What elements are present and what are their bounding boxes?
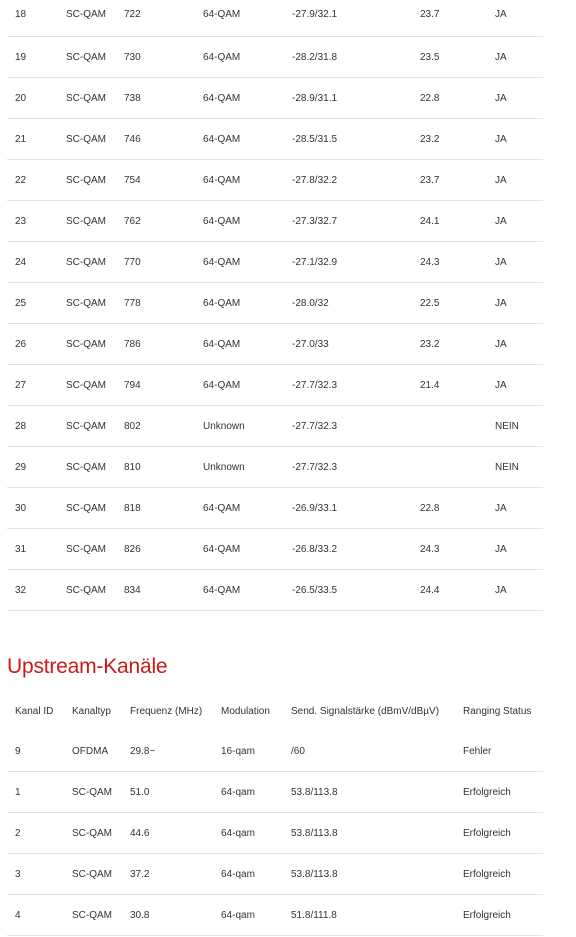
col-header-kanal-id: Kanal ID xyxy=(15,705,54,717)
cell-power-level: -26.5/33.5 xyxy=(292,570,420,611)
cell-channel-type: SC-QAM xyxy=(66,324,124,365)
cell-modulation: 64-qam xyxy=(221,772,291,813)
table-row xyxy=(7,242,543,283)
cell-channel-type: SC-QAM xyxy=(66,529,124,570)
cell-ranging-status: Erfolgreich xyxy=(463,813,543,854)
cell-channel-id: 19 xyxy=(7,37,66,78)
cell-frequency: 754 xyxy=(124,160,203,201)
cell-frequency: 37.2 xyxy=(130,854,221,895)
cell-locked-status: NEIN xyxy=(495,447,543,488)
cell-channel-id: 1 xyxy=(7,772,72,813)
cell-modulation: 64-qam xyxy=(221,854,291,895)
cell-channel-type: SC-QAM xyxy=(66,78,124,119)
cell-frequency: 834 xyxy=(124,570,203,611)
table-row xyxy=(7,772,543,813)
cell-modulation: 64-QAM xyxy=(203,0,292,37)
cell-modulation: 64-QAM xyxy=(203,570,292,611)
cell-frequency: 44.6 xyxy=(130,813,221,854)
cell-modulation: 64-QAM xyxy=(203,529,292,570)
cell-frequency: 746 xyxy=(124,119,203,160)
cell-frequency: 738 xyxy=(124,78,203,119)
cell-locked-status: JA xyxy=(495,324,543,365)
cell-power-level: 53.8/113.8 xyxy=(291,854,463,895)
cell-frequency: 762 xyxy=(124,201,203,242)
cell-frequency: 794 xyxy=(124,365,203,406)
downstream-table xyxy=(7,0,543,611)
cell-snr xyxy=(420,447,495,488)
upstream-section-title: Upstream-Kanäle xyxy=(7,655,168,678)
table-row xyxy=(7,119,543,160)
cell-frequency: 722 xyxy=(124,0,203,37)
cell-channel-type: SC-QAM xyxy=(66,488,124,529)
cell-channel-type: SC-QAM xyxy=(72,895,130,936)
cell-locked-status: JA xyxy=(495,365,543,406)
table-row xyxy=(7,406,543,447)
cell-frequency: 810 xyxy=(124,447,203,488)
table-row xyxy=(7,731,543,772)
cell-modulation: 64-QAM xyxy=(203,242,292,283)
upstream-header-row xyxy=(7,691,543,731)
cell-channel-type: SC-QAM xyxy=(66,0,124,37)
cell-locked-status: JA xyxy=(495,283,543,324)
cell-power-level: /60 xyxy=(291,731,463,772)
cell-modulation: 64-QAM xyxy=(203,37,292,78)
cell-power-level: -28.0/32 xyxy=(292,283,420,324)
table-row xyxy=(7,365,543,406)
cell-snr xyxy=(420,406,495,447)
cell-channel-id: 23 xyxy=(7,201,66,242)
cell-snr: 24.3 xyxy=(420,242,495,283)
cell-channel-id: 32 xyxy=(7,570,66,611)
cell-locked-status: JA xyxy=(495,37,543,78)
cell-power-level: -27.8/32.2 xyxy=(292,160,420,201)
col-header-kanaltyp: Kanaltyp xyxy=(72,705,111,717)
cell-channel-id: 29 xyxy=(7,447,66,488)
upstream-table xyxy=(7,691,543,936)
cell-snr: 23.7 xyxy=(420,0,495,37)
cell-power-level: -27.1/32.9 xyxy=(292,242,420,283)
cell-power-level: -28.5/31.5 xyxy=(292,119,420,160)
cell-frequency: 802 xyxy=(124,406,203,447)
table-row xyxy=(7,201,543,242)
cell-frequency: 786 xyxy=(124,324,203,365)
cell-modulation: Unknown xyxy=(203,406,292,447)
cell-channel-type: SC-QAM xyxy=(66,283,124,324)
cell-power-level: -27.3/32.7 xyxy=(292,201,420,242)
cell-channel-type: SC-QAM xyxy=(72,854,130,895)
cell-modulation: 64-QAM xyxy=(203,78,292,119)
cell-channel-id: 27 xyxy=(7,365,66,406)
cell-snr: 24.3 xyxy=(420,529,495,570)
cell-locked-status: NEIN xyxy=(495,406,543,447)
table-row xyxy=(7,488,543,529)
table-row xyxy=(7,854,543,895)
cell-channel-id: 4 xyxy=(7,895,72,936)
cell-channel-id: 3 xyxy=(7,854,72,895)
table-row xyxy=(7,813,543,854)
cell-snr: 24.1 xyxy=(420,201,495,242)
cell-locked-status: JA xyxy=(495,160,543,201)
cell-modulation: 64-QAM xyxy=(203,365,292,406)
cell-channel-id: 31 xyxy=(7,529,66,570)
col-header-signalstaerke: Send. Signalstärke (dBmV/dBµV) xyxy=(291,705,440,717)
cell-power-level: -27.7/32.3 xyxy=(292,406,420,447)
table-row xyxy=(7,283,543,324)
cell-channel-type: SC-QAM xyxy=(66,37,124,78)
cell-snr: 22.8 xyxy=(420,78,495,119)
cell-locked-status: JA xyxy=(495,529,543,570)
cell-channel-type: SC-QAM xyxy=(66,570,124,611)
cell-power-level: -28.2/31.8 xyxy=(292,37,420,78)
cell-modulation: 16-qam xyxy=(221,731,291,772)
cell-locked-status: JA xyxy=(495,119,543,160)
cell-snr: 23.2 xyxy=(420,324,495,365)
cell-modulation: 64-qam xyxy=(221,813,291,854)
cell-modulation: 64-QAM xyxy=(203,283,292,324)
downstream-table-body xyxy=(7,0,543,611)
cell-modulation: Unknown xyxy=(203,447,292,488)
table-row xyxy=(7,895,543,936)
cell-channel-id: 30 xyxy=(7,488,66,529)
cell-modulation: 64-QAM xyxy=(203,160,292,201)
downstream-table-wrapper xyxy=(7,0,543,611)
cell-channel-id: 28 xyxy=(7,406,66,447)
cell-ranging-status: Erfolgreich xyxy=(463,772,543,813)
cell-channel-id: 21 xyxy=(7,119,66,160)
cell-channel-id: 9 xyxy=(7,731,72,772)
cell-channel-type: SC-QAM xyxy=(66,447,124,488)
cell-snr: 22.5 xyxy=(420,283,495,324)
cell-channel-type: SC-QAM xyxy=(66,201,124,242)
cell-locked-status: JA xyxy=(495,201,543,242)
cell-channel-id: 22 xyxy=(7,160,66,201)
cell-modulation: 64-QAM xyxy=(203,119,292,160)
cell-channel-type: OFDMA xyxy=(72,731,130,772)
cell-modulation: 64-QAM xyxy=(203,201,292,242)
cell-frequency: 51.0 xyxy=(130,772,221,813)
cell-locked-status: JA xyxy=(495,242,543,283)
cell-modulation: 64-qam xyxy=(221,895,291,936)
table-row xyxy=(7,324,543,365)
cell-power-level: -27.9/32.1 xyxy=(292,0,420,37)
cell-snr: 24.4 xyxy=(420,570,495,611)
cell-snr: 21.4 xyxy=(420,365,495,406)
cell-channel-id: 25 xyxy=(7,283,66,324)
cell-frequency: 826 xyxy=(124,529,203,570)
cell-frequency: 818 xyxy=(124,488,203,529)
cell-channel-id: 20 xyxy=(7,78,66,119)
upstream-table-body xyxy=(7,731,543,936)
cell-modulation: 64-QAM xyxy=(203,324,292,365)
cell-frequency: 30.8 xyxy=(130,895,221,936)
cell-power-level: -28.9/31.1 xyxy=(292,78,420,119)
cell-locked-status: JA xyxy=(495,570,543,611)
table-row xyxy=(7,37,543,78)
cell-channel-type: SC-QAM xyxy=(66,365,124,406)
cell-ranging-status: Erfolgreich xyxy=(463,895,543,936)
cell-snr: 23.5 xyxy=(420,37,495,78)
table-row xyxy=(7,447,543,488)
cell-power-level: 53.8/113.8 xyxy=(291,772,463,813)
cell-power-level: -27.0/33 xyxy=(292,324,420,365)
table-row xyxy=(7,0,543,37)
cell-snr: 23.7 xyxy=(420,160,495,201)
col-header-modulation: Modulation xyxy=(221,705,270,717)
cell-locked-status: JA xyxy=(495,488,543,529)
cell-ranging-status: Erfolgreich xyxy=(463,854,543,895)
cell-channel-type: SC-QAM xyxy=(66,160,124,201)
cell-channel-id: 2 xyxy=(7,813,72,854)
cell-channel-type: SC-QAM xyxy=(66,406,124,447)
upstream-table-wrapper xyxy=(7,691,543,936)
cell-frequency: 29.8~ xyxy=(130,731,221,772)
cell-modulation: 64-QAM xyxy=(203,488,292,529)
cell-power-level: 51.8/111.8 xyxy=(291,895,463,936)
cell-power-level: 53.8/113.8 xyxy=(291,813,463,854)
col-header-frequenz: Frequenz (MHz) xyxy=(130,705,203,717)
cell-power-level: -27.7/32.3 xyxy=(292,447,420,488)
table-row xyxy=(7,78,543,119)
cell-channel-type: SC-QAM xyxy=(72,813,130,854)
cell-frequency: 778 xyxy=(124,283,203,324)
cell-frequency: 770 xyxy=(124,242,203,283)
cell-power-level: -26.8/33.2 xyxy=(292,529,420,570)
cell-channel-id: 18 xyxy=(7,0,66,37)
cell-channel-type: SC-QAM xyxy=(72,772,130,813)
cell-channel-type: SC-QAM xyxy=(66,119,124,160)
table-row xyxy=(7,570,543,611)
cell-power-level: -26.9/33.1 xyxy=(292,488,420,529)
cell-snr: 22.8 xyxy=(420,488,495,529)
cell-locked-status: JA xyxy=(495,0,543,37)
col-header-ranging-status: Ranging Status xyxy=(463,705,532,717)
cell-snr: 23.2 xyxy=(420,119,495,160)
cell-frequency: 730 xyxy=(124,37,203,78)
table-row xyxy=(7,160,543,201)
cell-channel-id: 24 xyxy=(7,242,66,283)
cell-ranging-status: Fehler xyxy=(463,731,543,772)
cell-locked-status: JA xyxy=(495,78,543,119)
table-row xyxy=(7,529,543,570)
cell-power-level: -27.7/32.3 xyxy=(292,365,420,406)
cell-channel-type: SC-QAM xyxy=(66,242,124,283)
cell-channel-id: 26 xyxy=(7,324,66,365)
